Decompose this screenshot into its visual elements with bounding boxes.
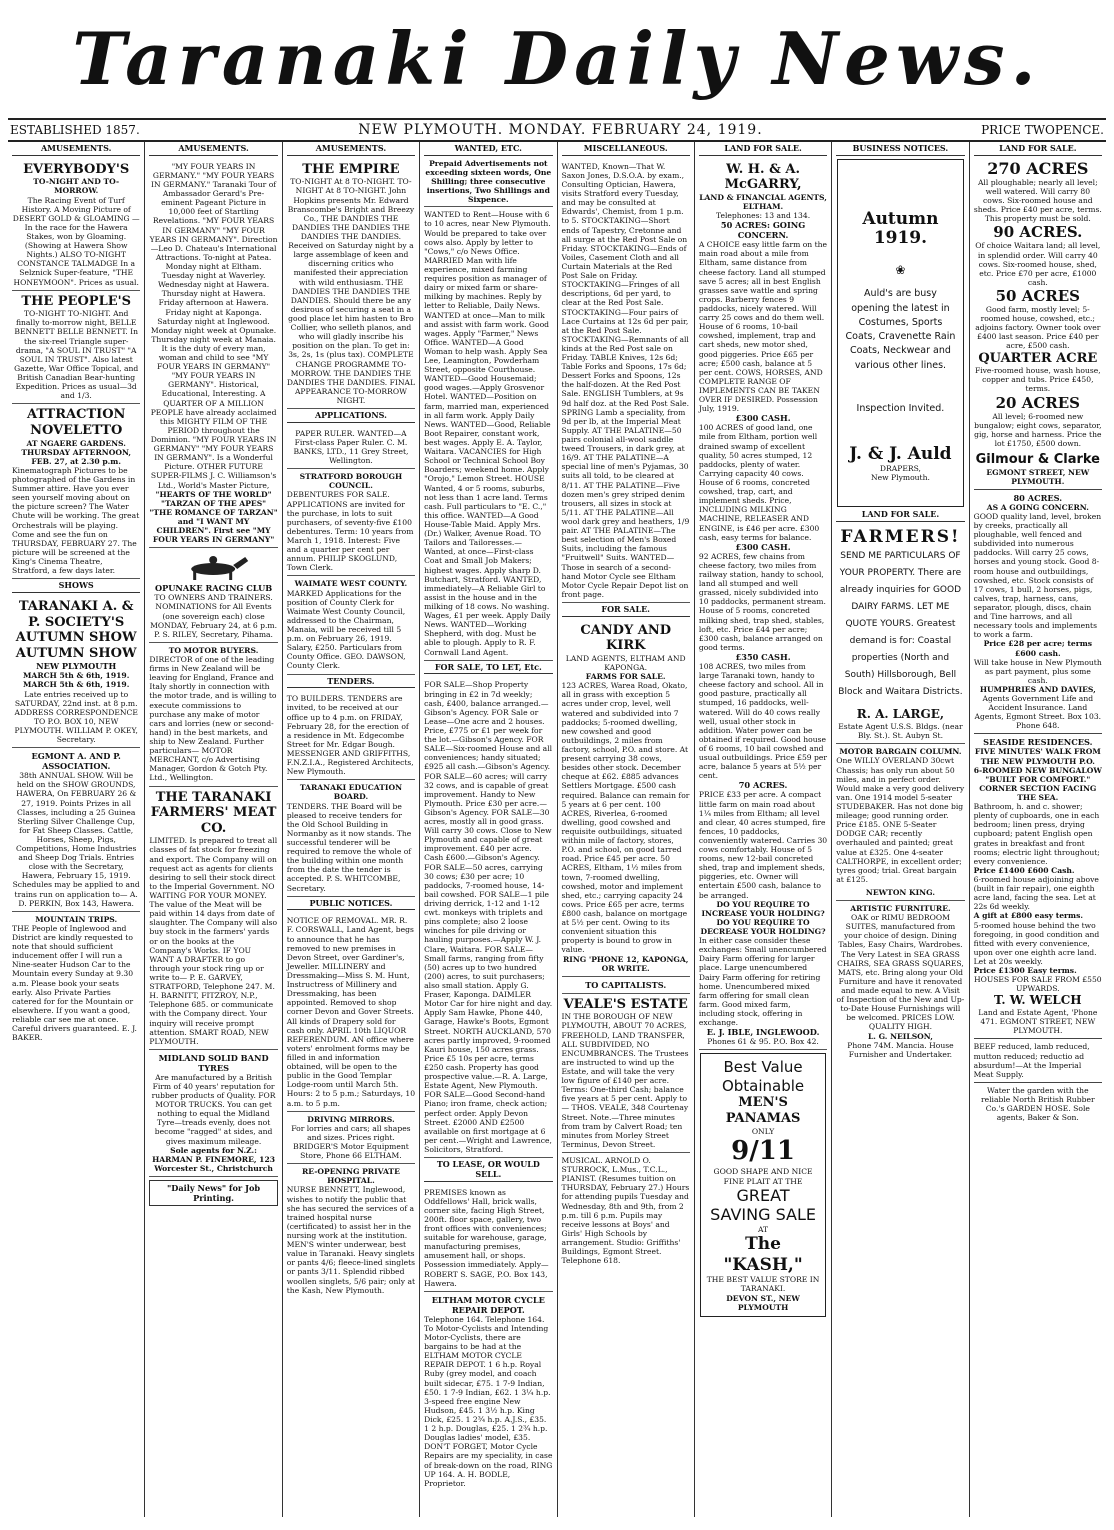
flower-icon: ❀ bbox=[895, 262, 906, 277]
advert-product: MEN'S PANAMAS bbox=[725, 1094, 801, 1126]
advert-footer: Phone 74M. Mancia. House Furnisher and Undertaker. bbox=[847, 1040, 954, 1059]
advert-musical-tuition bbox=[562, 1153, 690, 1268]
advert-invite: Inspection Invited. bbox=[856, 402, 945, 414]
section-heading: APPLICATIONS. bbox=[287, 411, 415, 423]
advert-title: MOUNTAIN TRIPS. bbox=[35, 914, 118, 924]
advert-subtitle: DRAPERS, bbox=[879, 464, 921, 474]
miscellaneous-classifieds: WANTED, Known—That W. Saxon Jones, D.S.O.A. by exam., Consulting Optician, Hawera, visits Stratford every Tuesday, and may be consulted at Edwards', Chemist, from 1 p.m. to 5. STOCKTAKING—Short ends of Tapestry, Cretonne and all surge at the Red Post Sale on Friday. STOCKTAKING—Ends of Voiles, Casement Cloth and all Curtain Materials at the Red Post Sale on Friday. STOCKTAKING—Fringes of all descriptions, 6d per yard, to clear at the Red Post Sale. STOCKTAKING—Four pairs of Lace Curtains at 12s 6d per pair, at the Red Post Sale. STOCKTAKING—Remnants of all kinds at the Red Post sale on Friday. TABLE Knives, 12s 6d; Table Forks and Spoons, 17s 6d; Dessert Forks and Spoons, 12s the half-dozen. At the Red Post Sale. ENGLISH Tumblers, at 9s 9d half doz. at the Red Post Sale. SPRING Lamb a speciality, from 9d per lb, at the Imperial Meat Supply. AT THE PALATINE—50 pairs colonial all-wool saddle tweed Trousers, in dark grey, at 16/9. AT THE PALATINE—A special line of men's Pyjamas, 30 suits all told, to be cleared at 8/11. AT THE PALATINE—Five dozen men's grey striped denim trousers, all sizes in stock at 5/11. AT THE PALATINE—All wool dark grey and heathers, 1/9 pair. AT THE PALATINE—The best selection of Men's Boxed Suits, including the famous "Fruitwell" Suits. WANTED—Those in search of a second-hand Motor Cycle see Eltham Motor Cycle Repair Depot list on front page. bbox=[562, 159, 690, 603]
advert-body: LIMITED. Is prepared to treat all classes of fat stock for freezing and export. The Company will on request act as agents for clients desiring to sell their stock direct to the Imperial Government. NO WAITING FOR YOUR MONEY. The value of the Meat will be paid within 14 days from date of slaughter. The Company will also buy stock in the farmers' yards or on the books at the Company's Works. IF YOU WANT A DRAFTER to go through your stock ring up or write to— P. E. GARVEY, STRATFORD, Telephone 247. M. H. BARNITT, FITZROY, N.P., Telephone 685. or communicate with the Company direct. Your inquiry will receive prompt attention. SMART ROAD, NEW PLYMOUTH. bbox=[149, 836, 278, 1046]
advert-subtitle: FARMS FOR SALE. bbox=[585, 672, 666, 682]
advert-address: DEVON ST., NEW PLYMOUTH bbox=[726, 1293, 800, 1312]
advert-title: TO MOTOR BUYERS. bbox=[168, 645, 259, 655]
advert-body: TO-NIGHT At 8 TO-NIGHT. TO-NIGHT At 8 TO-NIGHT. John Hopkins presents Mr. Edward Branscombe's Bright and Breezy Co., THE DANDIES THE DANDIES THE DANDIES THE DANDIES THE DANDIES. Received on Saturday night by a large assemblage of keen and discerning critics who manifested their appreciation with wild enthusiasm. THE DANDIES THE DANDIES THE DANDIES. Should there be any desirous of securing a seat in a good place let him hasten to Bro Collier, who selleth planos, and who will gladly inscribe his position on the plan. To get in: 3s, 2s, 1s (plus tax). COMPLETE CHANGE PROGRAMME TO-MORROW. THE DANDIES THE DANDIES THE DANDIES. FINAL APPEARANCE TO-MORROW NIGHT. bbox=[286, 177, 416, 405]
advert-opunake-racing bbox=[149, 548, 277, 643]
listing-body: A CHOICE easy little farm on the main road about a mile from Eltham, same distance from cheese factory. Land all stumped save 5 acres; all in best English grasses save wattle and spring crops. Barberry fences 9 paddocks, nicely watered. Will carry 25 cows and do them well. House of 6 rooms, 10-bail cowshed, implement, trap and cart sheds, new motor shed, good piggeries. Price £65 per acre; £500 cash, balance at 5 per cent. COWS, HORSES, AND COMPLETE RANGE OF IMPLEMENTS CAN BE TAKEN OVER IF DESIRED. Possession July, 1919. bbox=[698, 240, 828, 414]
advert-peoples bbox=[12, 291, 140, 405]
advert-body: Auld's are busy opening the latest in Costumes, Sports Coats, Cravenette Rain Coats, Neckwear and various other lines. bbox=[845, 288, 956, 371]
advert-title: EGMONT A. AND P. ASSOCIATION. bbox=[31, 751, 121, 772]
advert-signature: NEWTON KING. bbox=[865, 887, 935, 897]
advert-address: Estate Agent U.S.S. Bldgs. (near Bly. St.). St. Aubyn St. bbox=[838, 722, 963, 741]
advert-four-years-germany bbox=[149, 159, 277, 549]
listing-body: In either case consider these exchanges: Small unencumbered Dairy Farm offering for larger place. Large unencumbered Dairy Farm offering for retiring home. Unencumbered mixed farm offering for small clean farm. Good mixed farm, including stock, offering in exchange. bbox=[698, 936, 827, 1028]
advert-title: ARTISTIC FURNITURE. bbox=[850, 904, 951, 914]
advert-body: TO OWNERS AND TRAINERS. NOMINATIONS for All Events (one sovereign each) close MONDAY, February 24, at 6 p.m. P. S. RILEY, Secretary, Pihama. bbox=[150, 593, 278, 639]
advert-subtitle: TO-NIGHT AND TO-MORROW. bbox=[33, 177, 120, 196]
advert-dates: MARCH 5th & 6th, 1919. MARCH 5th & 6th, 1919. bbox=[23, 671, 130, 690]
advert-body: For lorries and cars; all shapes and sizes. Prices right. BRIDGER'S Motor Equipment Store, Phone 66 ELTHAM. bbox=[291, 1123, 411, 1161]
agent-name: T. W. WELCH bbox=[993, 993, 1082, 1008]
dateline-bar bbox=[8, 120, 1106, 142]
listing-subheading: AS A GOING CONCERN. bbox=[986, 502, 1089, 512]
listing-heading: 90 ACRES. bbox=[993, 223, 1083, 242]
advert-body: MUSICAL. ARNOLD O. STURROCK, L.Mus., T.C.L., PIANIST. (Resumes tuition on THURSDAY, February 27.) Hours for attending pupils Tuesday and Wednesday, 8th and 9th, from 2 p.m. till 6 p.m. Pupils may receive lessons at Boys' and Girls' High Schools by arrangement. Studio: Griffiths' Buildings, Egmont Street. Telephone 618. bbox=[561, 1156, 690, 1266]
issue-date: NEW PLYMOUTH. MONDAY. FEBRUARY 24, 1919. bbox=[358, 122, 763, 138]
column-1 bbox=[8, 142, 145, 1517]
advert-signature: L. G. NEILSON, bbox=[867, 1031, 933, 1041]
advert-title: Autumn 1919. bbox=[862, 208, 939, 249]
section-heading: SHOWS bbox=[12, 581, 140, 593]
listing-body: 92 ACRES, few chains from cheese factory, two miles from railway station, handy to school, land all stumped and well grassed, nicely subdivided into 10 paddocks, permanent stream. House of 5 rooms, concreted milking shed, trap shed, stables, loft, etc. Price £44 per acre; £300 cash, balance arranged on good terms. bbox=[698, 551, 826, 652]
advert-signature: R. A. LARGE, bbox=[856, 707, 945, 722]
section-heading: LAND FOR SALE. bbox=[836, 510, 964, 522]
listing-heading: £300 CASH. bbox=[735, 541, 791, 552]
listing-body: Five-roomed house, wash house, copper and tubs. Price £450, terms. bbox=[974, 366, 1101, 394]
advert-only: ONLY bbox=[751, 1126, 775, 1136]
divider bbox=[974, 733, 1102, 734]
advert-body: PAPER RULER. WANTED—A First-class Paper Ruler. C. M. BANKS, LTD., 11 Grey Street, Wellington. bbox=[293, 428, 409, 466]
section-heading: FOR SALE, TO LET, Etc. bbox=[424, 663, 552, 675]
column-5 bbox=[558, 142, 695, 1517]
listing-body: 6-roomed house adjoining above (built in fair repair), one eighth acre land, facing the sea. Let at 22s 6d weekly. bbox=[973, 875, 1099, 912]
advert-title: MOTOR BARGAIN COLUMN. bbox=[839, 747, 962, 757]
listing-body: 5-roomed house behind the two foregoing, in good condition and fitted with every convenience, upon over one eighth acre land. Let at 20s weekly. bbox=[973, 920, 1100, 966]
advert-education-board bbox=[287, 780, 415, 896]
advert-body: One WILLY OVERLAND 30cwt Chassis; has only run about 50 miles, and in perfect order. Would make a very good delivery van. One 1914 model 5-seater STUDEBAKER. Has not done big mileage; good running order. Price £185. ONE 5-Seater DODGE CAR; recently overhauled and painted; great value at £325. One 4-seater CALTHORPE, in excellent order; tyres good; trial. Great bargain at £125. bbox=[836, 756, 965, 884]
rates-notice: Prepaid Advertisements not exceeding sixteen words, One Shilling; three consecutive insertions, Two Shillings and Sixpence. bbox=[424, 159, 552, 208]
advert-body: TO-NIGHT TO-NIGHT. And finally to-morrow night, BELLE BENNETT BELLE BENNETT. In the six-reel Triangle super-drama, "A SOUL IN TRUST" "A SOUL IN TRUST". Also latest Gazette, War Office Topical, and British Canadian Bear-hunting Expedition. Prices as usual—3d and 1/3. bbox=[14, 309, 139, 401]
advert-body: Are manufactured by a British Firm of 40 years' reputation for rubber products of Quality. FOR MOTOR TRUCKS. You can get nothing to equal the Midland Tyre—treads evenly, does not become "ragged" at sides, and gives maximum mileage. bbox=[151, 1072, 276, 1146]
advert-title: WAIMATE WEST COUNTY. bbox=[294, 579, 408, 589]
advert-capitalists bbox=[562, 977, 690, 994]
advert-farmers-meat-co bbox=[149, 787, 277, 1050]
advert-body: "MY FOUR YEARS IN GERMANY." "MY FOUR YEARS IN GERMANY." Taranaki Tour of Ambassador Gerard's Pre-eminent Pageant Picture in 10,000 feet of Startling Revelations. "MY FOUR YEARS IN GERMANY" "MY FOUR YEARS IN GERMANY". Direction—Leo D. Chateau's International Attractions. To-night at Patea. Monday night at Eltham. Tuesday night at Waverley. Wednesday night at Hawera. Thursday night at Hawera. Friday afternoon at Hawera. Friday night at Kaponga. Saturday night at Inglewood. Monday night week at Opunake. Thursday night week at Manaia. It is the duty of every man, woman and child to see "MY FOUR YEARS IN GERMANY" "MY FOUR YEARS IN GERMANY". Historical, Educational, Interesting. A QUARTER OF A MILLION PEOPLE have already acclaimed this MIGHTY FILM OF THE PERIOD throughout the Dominion. "MY FOUR YEARS IN GERMANY" "MY FOUR YEARS IN GERMANY". Is a Wonderful Picture. OTHER FUTURE SUPER-FILMS J. C. Williamson's Ltd., World's Master Picture, bbox=[149, 161, 278, 490]
advert-body: Late entries received up to SATURDAY, 22nd inst. at 8 p.m. ADDRESS CORRESPONDENCE TO P.O. BOX 10, NEW PLYMOUTH. WILLIAM P. OKEY, Secretary. bbox=[14, 689, 138, 745]
divider bbox=[974, 1082, 1102, 1083]
agent-street: EGMONT STREET, NEW PLYMOUTH. bbox=[986, 467, 1090, 486]
advert-title: RE-OPENING PRIVATE HOSPITAL. bbox=[302, 1167, 400, 1186]
advert-private-hospital bbox=[287, 1164, 415, 1298]
advert-auld-autumn bbox=[837, 159, 963, 508]
listing-heading: SEASIDE RESIDENCES. bbox=[983, 737, 1093, 748]
advert-subtitle: AUTUMN SHOW bbox=[15, 645, 137, 661]
advert-title: EVERYBODY'S bbox=[23, 161, 130, 177]
advert-subtitle: AT NGAERE GARDENS. bbox=[26, 438, 126, 448]
advert-title: THE EMPIRE bbox=[302, 161, 400, 177]
advert-title: THE TARANAKI FARMERS' MEAT CO. bbox=[150, 789, 277, 836]
section-heading: LAND FOR SALE. bbox=[974, 144, 1102, 156]
advert-empire bbox=[287, 159, 415, 409]
listing-subheading: CORNER SECTION FACING THE SEA. bbox=[979, 783, 1097, 803]
advert-mcgarry bbox=[699, 159, 827, 1051]
listing-subheading: 6-ROOMED NEW BUNGALOW "BUILT FOR COMFORT." bbox=[973, 765, 1102, 784]
section-heading: AMUSEMENTS. bbox=[12, 144, 140, 156]
listing-subheading: FIVE MINUTES' WALK FROM THE NEW PLYMOUTH P.O. bbox=[974, 747, 1101, 766]
section-heading: TO LEASE, OR WOULD SELL. bbox=[424, 1160, 552, 1182]
advert-title: THE PEOPLE'S bbox=[21, 293, 131, 309]
listing-body: 108 ACRES, two miles from large Taranaki town, handy to cheese factory and school. All in good pasture, practically all stumped, 16 paddocks, well-watered. Will do 40 cows really well, usual other stock in addition. Water power can be obtained if required. Good house of 6 rooms, 10 bail cowshed and usual outbuildings. Price £59 per acre, balance 5 years at 5½ per cent. bbox=[698, 661, 828, 781]
advert-films: "HEARTS OF THE WORLD" "TARZAN OF THE APES" "THE ROMANCE OF TARZAN" and "I WANT MY CHILDREN". First see "MY FOUR YEARS IN GERMANY" bbox=[149, 489, 278, 545]
advert-contact: RING 'PHONE 12, KAPONGA, OR WRITE. bbox=[562, 954, 689, 973]
advert-motor-buyers bbox=[149, 643, 277, 787]
section-heading: BUSINESS NOTICES. bbox=[836, 144, 964, 156]
advert-details: GOOD SHAPE AND NICE FINE PLAIT AT THE bbox=[713, 1167, 813, 1186]
advert-waimate-west bbox=[287, 576, 415, 674]
advert-title: MIDLAND SOLID BAND TYRES bbox=[158, 1052, 269, 1073]
column-3 bbox=[283, 142, 420, 1517]
advert-body: NURSE BENNETT, Inglewood, wishes to notify the public that she has secured the services of a trained hospital nurse (certificated) to assist her in the nursing work at the institution. MEN'S winter underwear, best value in Taranaki. Heavy singlets or pants 4/6; fleece-lined singlets or pants 3/11. Splendid ribbed woollen singlets, 5/6 pair; only at the Kash, New Plymouth. bbox=[286, 1185, 416, 1295]
listing-heading: QUARTER ACRE bbox=[978, 350, 1098, 366]
advert-subtitle: LAND & FINANCIAL AGENTS, ELTHAM. bbox=[699, 192, 827, 212]
listing-body: GOOD quality land, level, broken by creeks, practically all ploughable, well fenced and subdivided into numerous paddocks. Will carry 25 cows, horses and young stock. Good 8-room house and outbuildings, cowshed, etc. Stock consists of 17 cows, 1 bull, 2 horses, pigs, calves, trap, harness, cans, separator, plough, discs, chain and Tine harrows, and all necessary tools and implements to work a farm. bbox=[973, 511, 1102, 640]
meat-notice: BEEF reduced, lamb reduced, mutton reduced; reductio ad absurdum!—At the Imperial Meat Supply. bbox=[973, 1042, 1090, 1079]
advert-paper-ruler bbox=[287, 426, 415, 469]
advert-taranaki-show bbox=[12, 596, 140, 748]
advert-title: ELTHAM MOTOR CYCLE REPAIR DEPOT. bbox=[431, 1294, 545, 1315]
column-2 bbox=[145, 142, 282, 1517]
advert-date: THURSDAY AFTERNOON, FEB. 27, at 2.30 p.m. bbox=[21, 447, 132, 466]
agent-details: Land and Estate Agent, 'Phone 471. EGMONT STREET, NEW PLYMOUTH. bbox=[978, 1008, 1098, 1036]
advert-phones: Phones 61 & 95. P.O. Box 42. bbox=[707, 1037, 819, 1047]
listing-price: Price £1300 Easy terms. bbox=[973, 966, 1077, 976]
advert-everybodys bbox=[12, 159, 140, 291]
listing-heading: 50 ACRES bbox=[995, 287, 1081, 306]
advert-headline: Best Value Obtainable bbox=[721, 1058, 805, 1095]
advert-veales-estate bbox=[562, 994, 690, 1153]
section-heading: AMUSEMENTS. bbox=[149, 144, 277, 156]
advert-motor-bargains bbox=[836, 744, 964, 901]
section-heading: PUBLIC NOTICES. bbox=[287, 899, 415, 911]
wanted-classifieds: WANTED to Rent—House with 6 to 10 acres, near New Plymouth. Would be prepared to take over cows also. Apply by letter to "Cows," c/o News Office. MARRIED Man with life experience, mixed farming requires position as manager of dairy or mixed farm or share-milking by machines. Reply by letter to Reliable, Daily News. WANTED at once—Man to milk and assist with farm work. Good wages. Apply "Farmer," News Office. WANTED—A Good Woman to help wash. Apply Sea Lee, Leamington, Powderham Street, opposite Courthouse. WANTED—Good Housemaid; good wages.—Apply Grosvenor Hotel. WANTED—Position on farm, married man, experienced in all farm work. Apply Daily News. WANTED—Good, Reliable Boot Repairer, constant work, best wages. Apply E. A. Taylor, Waitara. VACANCIES for High School or Technical School Boy Boarders; weekend home. Apply "Orojo," Lemon Street. HOUSE Wanted, 4 or 5 rooms, suburbs, not less than 1 acre land. Terms cash. Full particulars to "E. C.," this office. WANTED—A Good House-Table Maid. Apply Mrs. (Dr.) Walker, Avenue Road. TO Tailors and Tailoresses.—Wanted, at once—First-class Coat and Small Job Makers; highest wages. Apply sharp D. Butchart, Stratford. WANTED, immediately—A Reliable Girl to assist in the house and in the milking of 18 cows. No washing. Wages, £1 per week. Apply Daily News. WANTED—Working Shepherd, with dog. Must be able to plough. Apply to R. F. Cornwall Land Agent. bbox=[424, 207, 552, 660]
advert-sale-name: GREAT SAVING SALE bbox=[710, 1185, 817, 1225]
section-heading: TENDERS. bbox=[287, 677, 415, 689]
advert-body: DEBENTURES FOR SALE. APPLICATIONS are invited for the purchase, in lots to suit purchasers, of seventy-five £100 debentures. Term: 10 years from March 1, 1918. Interest: Five and a quarter per cent per annum. PHILIP SKOGLUND, Town Clerk. bbox=[286, 490, 414, 573]
column-7 bbox=[832, 142, 969, 1517]
listing-question: DO YOU REQUIRE TO DECREASE YOUR HOLDING? bbox=[700, 917, 826, 937]
listing-heading: £300 CASH. bbox=[735, 413, 791, 424]
listing-heading: 270 ACRES bbox=[987, 158, 1089, 178]
advert-body: MARKED Applications for the position of County Clerk for Waimate West County Council, addressed to the Chairman, Manaia, will be received till 5 p.m. on February 26, 1919. Salary, £250. Particulars from County Office. GEO. DAWSON, County Clerk. bbox=[286, 588, 406, 671]
newspaper-title: Taranaki Daily News. bbox=[72, 16, 1042, 101]
advert-title: W. H. & A. McGARRY, bbox=[724, 161, 802, 193]
advert-subtitle: AUTUMN SHOW bbox=[15, 630, 137, 646]
divider bbox=[974, 1038, 1102, 1039]
advert-title: VEALE'S ESTATE bbox=[563, 996, 688, 1012]
advert-title: CANDY AND KIRK bbox=[580, 622, 671, 654]
price-label: PRICE TWOPENCE. bbox=[981, 123, 1104, 137]
advert-title: TO CAPITALISTS. bbox=[585, 979, 667, 990]
listing-heading: 20 ACRES bbox=[995, 393, 1081, 412]
advert-subtitle: LAND AGENTS, ELTHAM AND KAPONGA. bbox=[565, 653, 686, 673]
advert-title: ATTRACTION NOVELETTO bbox=[26, 407, 126, 438]
advert-title: DRIVING MIRRORS. bbox=[307, 1114, 395, 1124]
advert-telephones: Telephones: 13 and 134. bbox=[715, 211, 811, 221]
column-6 bbox=[695, 142, 832, 1517]
agent-name: Gilmour & Clarke bbox=[975, 451, 1101, 467]
listing-heading: 80 ACRES. bbox=[1013, 492, 1063, 503]
column-8 bbox=[970, 142, 1106, 1517]
advert-artistic-furniture bbox=[836, 901, 964, 1062]
listing-body: 100 ACRES of good land, one mile from Eltham, portion well drained swamp of excellent quality, 50 acres stumped, 12 paddocks, plenty of water. Carrying capacity 40 cows. House of 6 rooms, concreted cowshed, trap, cart, and implement sheds. Price, INCLUDING MILKING MACHINE, RELEASER AND ENGINE, is £46 per acre. £300 cash, easy terms for balance. bbox=[698, 423, 820, 542]
section-heading: MISCELLANEOUS. bbox=[562, 144, 690, 156]
advert-town: New Plymouth. bbox=[870, 473, 930, 483]
advert-body: SEND ME PARTICULARS OF YOUR PROPERTY. There are already inquiries for GOOD DAIRY FARMS. LET ME QUOTE YOURS. Greatest demand is for: Coastal properties (North and South) Hillsborough, Bell Block and Waitara Districts. bbox=[838, 550, 963, 698]
established-label: ESTABLISHED 1857. bbox=[10, 123, 140, 137]
advert-body: TENDERS. THE Board will be pleased to receive tenders for the Old School Building in Normanby as it now stands. The successful tenderer will be required to remove the whole of the building within one month from the date the tender is accepted. P. S. WHITCOMBE, Secretary. bbox=[286, 801, 412, 893]
advert-body: The Racing Event of Turf History. A Moving Picture of DESERT GOLD & GLOAMING — In the race for the Hawera Stakes, won by Gloaming. (Showing at Hawera Show Nights.) ALSO TO-NIGHT CONSTANCE TALMADGE In a Selznick Super-feature, "THE HONEYMOON". Prices as usual. bbox=[12, 195, 140, 287]
garden-hose-notice: Water the garden with the reliable North British Rubber Co.'s GARDEN HOSE. Sole agents, Baker & Son. bbox=[980, 1085, 1095, 1123]
listing-body: Good farm, mostly level; 5-roomed house, cowshed, etc.; adjoins factory. Owner took over £400 last season. Price £40 per acre, £500 cash. bbox=[975, 305, 1101, 351]
advert-title: OPUNAKE RACING CLUB bbox=[154, 583, 273, 594]
advert-eltham-motor-cycle bbox=[424, 1292, 552, 1491]
advert-price: 9/11 bbox=[731, 1135, 795, 1166]
agent-details: Agents Government Life and Accident Insurance. Land Agents, Egmont Street. Box 103. Phone 648. bbox=[974, 694, 1102, 731]
listing-heading: 50 ACRES: GOING CONCERN. bbox=[720, 220, 806, 241]
advert-body: OAK or RIMU BEDROOM SUITES, manufactured from your choice of design. Dining Tables, Easy Chairs, Wardrobes. The Very Latest in SEA GRASS CHAIRS, SEA GRASS SQUARES, MATS, etc. Bring along your Old Furniture and have it renovated and made equal to new. A Visit of Inspection of the New and Up-to-Date House Furnishings will be welcomed. PRICES LOW. QUALITY HIGH. bbox=[836, 913, 965, 1032]
advert-title: STRATFORD BOROUGH COUNCIL. bbox=[299, 472, 403, 491]
job-printing-notice: "Daily News" for Job Printing. bbox=[149, 1180, 277, 1206]
listing-price: A gift at £800 easy terms. bbox=[973, 911, 1084, 921]
listing-price: Price £28 per acre; terms £600 cash. bbox=[983, 639, 1093, 658]
advert-tenders-builders bbox=[287, 691, 415, 780]
advert-driving-mirrors bbox=[287, 1112, 415, 1165]
advert-body: Telephone 164. Telephone 164. To Motor-Cyclists and Intending Motor-Cyclists, there are bargains to be had at the ELTHAM MOTOR CYCLE REPAIR DEPOT. 1 6 h.p. Royal Ruby (grey model, and coach built sidecar, £75. 1 7-9 Indian, £50. 1 7-9 Indian, £62. 1 3¼ h.p. 3-speed free engine New Hudson, £45. 1 3½ h.p. King Dick, £25. 1 2¾ h.p. A.J.S., £35. 1 2 h.p. Douglas, £25. 1 2¾ h.p. Douglas ladies' model, £35. DON'T FORGET, Motor Cycle Repairs are my speciality, in case of break-down on the road, RING UP 164. A. H. BODLE, Proprietor. bbox=[424, 1314, 553, 1488]
listing-heading: £350 CASH. bbox=[735, 651, 791, 662]
listing-body: All level; 6-roomed new bungalow; eight cows, separator, gig, horse and harness. Price the lot £1750, £500 down. bbox=[974, 411, 1102, 448]
advert-place: NEW PLYMOUTH bbox=[36, 661, 117, 672]
listing-body: PRICE £33 per acre. A compact little farm on main road about 1¼ miles from Eltham; all level and clear, 40 acres stumped, fire fences, 10 paddocks, conveniently watered. Carries 30 cows comfortably. House of 5 rooms, new 12-bail concreted shed, trap and implement sheds, piggeries, etc. Owner will entertain £500 cash, balance to be arranged. bbox=[698, 790, 828, 900]
section-heading: WANTED, ETC. bbox=[424, 144, 552, 156]
advert-title: TARANAKI A. & P. SOCIETY'S bbox=[18, 598, 134, 630]
advert-title: FARMERS! bbox=[840, 527, 961, 548]
advert-candy-and-kirk bbox=[562, 620, 690, 977]
racehorse-icon bbox=[149, 551, 277, 581]
section-heading: FOR SALE. bbox=[562, 605, 690, 617]
divider bbox=[974, 489, 1102, 490]
advert-attraction bbox=[12, 404, 140, 579]
advert-midland-tyres bbox=[149, 1050, 277, 1177]
listing-note: HOUSES FOR SALE FROM £550 UPWARDS. bbox=[973, 975, 1102, 994]
agent-name: HUMPHRIES AND DAVIES, bbox=[979, 684, 1096, 694]
listing-body: Of choice Waitara land; all level, in splendid order. Will carry 40 cows. Six-roomed house, shed, etc. Price £70 per acre, £1000 cash. bbox=[975, 241, 1101, 287]
listing-heading: 70 ACRES. bbox=[738, 780, 788, 791]
advert-body: TO BUILDERS. TENDERS are invited, to be received at our office up to 4 p.m. on FRIDAY, February 28, for the erection of a residence in Mt. Edgecombe Street for Mr. Edgar Bough. MESSENGER AND GRIFFITHS, F.N.Z.I.A., Registered Architects, New Plymouth. bbox=[286, 694, 414, 777]
columns bbox=[8, 142, 1106, 1517]
section-heading: LAND FOR SALE. bbox=[699, 144, 827, 156]
advert-body: NOTICE OF REMOVAL. MR. R. F. CORSWALL, Land Agent, begs to announce that he has removed to new premises in Devon Street, over Gardiner's, Jeweller. MILLINERY and Dressmaking—Miss S. M. Hunt, Instructress of Millinery and Dressmaking, has been appointed. Removed to shop corner Devon and Gover Streets. All kinds of Drapery sold for cash only. APRIL 10th LIQUOR REFERENDUM. AN office where voters' enrolment forms may be filled in and information obtained, will be open to the public in the Good Templar Lodge-room until March 5th. Hours: 2 to 5 p.m.; Saturdays, 10 a.m. to 5 p.m. bbox=[286, 916, 416, 1108]
column-4 bbox=[420, 142, 557, 1517]
for-sale-classifieds: FOR SALE—Shop Property bringing in £2 in 7d weekly; cash, £400, balance arranged.—Gibson's Agency. FOR Sale or Lease—One acre and 2 houses. Price, £775 or £1 per week for the lot.—Gibson's Agency. FOR SALE—Six-roomed House and all conveniences; handy situated; £925 all cash.—Gibson's Agency. FOR SALE—60 acres; will carry 32 cows, and is capable of great improvement. Handy to New Plymouth. Price £30 per acre.—Gibson's Agency. FOR SALE—30 acres, mostly all in good grass. Will carry 30 cows. Close to New Plymouth and capable of great improvement. £40 per acre. Cash £600.—Gibson's Agency. FOR SALE—50 acres, carrying 30 cows; £30 per acre; 10 paddocks, 7-roomed house, 14-bail cowshed. FOR SALE—1 pile driving derrick, 1-12 and 1-12 cwt. monkeys with triplets and pins complete; also 2 loose winches for pile driving or hauling purposes.—Apply W. J. Clare, Waitara. FOR SALE—Small farms, ranging from fifty (50) acres up to two hundred (200) acres, to suit purchasers; also small station. Apply G. Fraser, Kaponga. DAIMLER Motor Car for hire night and day. Apply Sam Hawke, Phone 440, Garage, Hawke's Boots, Egmont Street. NORTH AUCKLAND, 570 acres partly improved, 9-roomed Kauri house, 150 acres grass. Price £5 10s per acre, terms £250 cash. Property has good prospective value.—R. A. Large, Estate Agent, New Plymouth. FOR SALE—Good Second-hand Piano; iron frame, check action; perfect order. Apply Devon Street. £2000 AND £2500 available on first mortgage at 6 per cent.—Wright and Lawrence, Solicitors, Stratford. bbox=[424, 677, 552, 1158]
listing-body: All ploughable; nearly all level; well watered. Will carry 80 cows. Six-roomed house and sheds. Price £40 per acre, terms. This property must be sold. bbox=[973, 177, 1102, 224]
advert-signature: E. J. IBLE, INGLEWOOD. bbox=[706, 1027, 820, 1038]
section-heading: AMUSEMENTS. bbox=[287, 144, 415, 156]
listing-price: Price £1400 £600 Cash. bbox=[973, 865, 1075, 875]
advert-stratford-council bbox=[287, 469, 415, 576]
advert-kash-panamas bbox=[700, 1053, 826, 1316]
advert-body: IN THE BOROUGH OF NEW PLYMOUTH, ABOUT 70 ACRES, FREEHOLD, LAND TRANSFER, ALL SUBDIVIDED, NO ENCUMBRANCES. The Trustees are instructed to wind up the Estate, and will take the very low figure of £140 per acre. Terms: One-third Cash; balance five years at 5 per cent. Apply to— THOS. VEALE, 348 Courtenay Street. Note.—Three minutes from tram by Calvert Road; ten minutes from Morley Street Terminus, Devon Street. bbox=[561, 1012, 689, 1149]
advert-body: 38th ANNUAL SHOW. Will be held on the SHOW GROUNDS, HAWERA, On FEBRUARY 26 & 27, 1919. Points Prizes in all Classes, including a 25 Guinea Sterling Silver Challenge Cup, for Fat Sheep Classes. Cattle, Horses, Sheep, Pigs, Competitions, Home Industries and Sheep Dog Trials. Entries close with the Secretary, Hawera, February 15, 1919. Schedules may be applied to and trains run on application to— A. D. PERKIN, Box 143, Hawera. bbox=[12, 771, 140, 908]
advert-public-notices bbox=[287, 913, 415, 1111]
advert-body: THE People of Inglewood and District are kindly requested to note that should sufficient inducement offer I will run a Nine-seater Hudson Car to the Mountain every Sunday at 9.30 a.m. Please book your seats early. Also Private Parties catered for for the Mountain or elsewhere. If you want a good, reliable car see me at once. Careful drivers guaranteed. E. J. BAKER. bbox=[12, 923, 137, 1043]
advert-store-name: J. & J. Auld bbox=[849, 443, 952, 464]
advert-tagline: THE BEST VALUE STORE IN TARANAKI. bbox=[706, 1275, 820, 1294]
lease-classifieds: PREMISES known as Oddfellows' Hall, brick walls, corner site, facing High Street, 200ft. floor space, gallery, two front offices with conveniences; suitable for warehouse, garage, manufacturing premises, amusement hall, or shops. Possession immediately. Apply— ROBERT S. SAGE, P.O. Box 143, Hawera. bbox=[424, 1185, 552, 1292]
advert-mountain-trips bbox=[12, 912, 140, 1046]
advert-agent: Sole agents for N.Z.: HARMAN P. FINEMORE, 123 Worcester St., Christchurch bbox=[152, 1145, 276, 1173]
advert-body: DIRECTOR of one of the leading firms in New Zealand will be leaving for England, France and Italy shortly in connection with the motor trade, and is willing to execute commissions to purchase any make of motor cars and lorries (new or second-hand) in the best markets, and ship to New Zealand. Further particulars— MOTOR MERCHANT, c/o Advertising Manager, Gordon & Gotch Pty. Ltd., Wellington. bbox=[149, 655, 277, 783]
advert-title: TARANAKI EDUCATION BOARD. bbox=[299, 783, 403, 802]
advert-farmers bbox=[836, 525, 964, 744]
advert-at: AT bbox=[757, 1224, 769, 1234]
listing-note: Will take house in New Plymouth as part payment, plus some cash. bbox=[973, 657, 1102, 685]
advert-egmont-show bbox=[12, 748, 140, 912]
listing-body: Bathroom, h. and c. shower; plenty of cupboards, one in each bedroom; linen press, drying cupboard; patent English open grates in breakfast and front rooms; electric light throughout; every convenience. bbox=[973, 802, 1100, 866]
advert-body: 123 ACRES, Warea Road, Okato, all in grass with exception 5 acres under crop, level, well watered and subdivided into 7 paddocks; 5-roomed dwelling, new cowshed and good outbuildings, 2 miles from factory, school, P.O. and store. At present carrying 38 cows, besides other stock. December cheque at £62. £885 advances Settlers Mortgage. £500 cash required. Balance can remain for 5 years at 6 per cent. 100 ACRES, Riverlea, 6-roomed dwelling, good cowshed and requisite outbuildings, situated within mile of factory, stores, P.O. and school, on good tarred road. Price £45 per acre. 50 ACRES, Eltham, 1½ miles from town, 7-roomed dwelling, cowshed, motor and implement shed, etc.; carrying capacity 24 cows. Price £65 per acre, terms £800 cash, balance on mortgage at 5½ per cent. Owing to its convenient situation this property is bound to grow in value. bbox=[561, 681, 690, 955]
listing-question: DO YOU REQUIRE TO INCREASE YOUR HOLDING? bbox=[701, 899, 825, 918]
advert-store-name: The "KASH," bbox=[723, 1233, 803, 1275]
advert-body: Kinematograph Pictures to be photographed of the Gardens in Summer attire. Have you ever seen yourself moving about on the picture screen? The Water Chute will be working. The great Orchestrals will be playing. Come and see the fun on THURSDAY, FEBRUARY 27. The picture will be screened at the King's Cinema Theatre, Stratford, a few days later. bbox=[12, 465, 140, 576]
masthead bbox=[8, 6, 1106, 120]
